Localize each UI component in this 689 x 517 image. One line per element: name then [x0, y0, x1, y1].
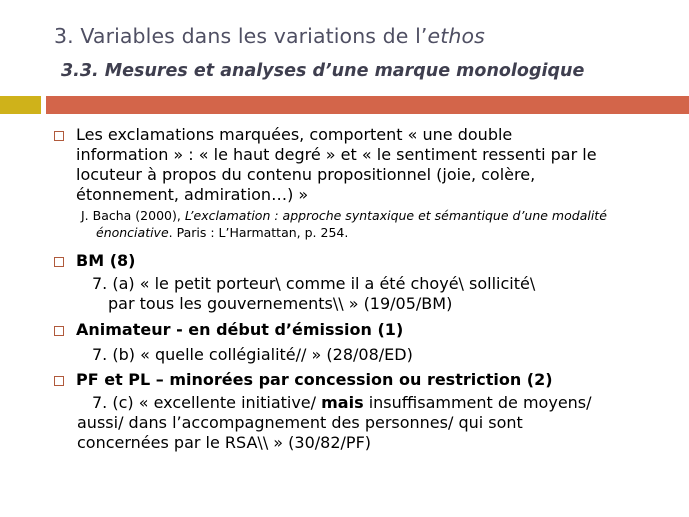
example-line: 7. (a) « le petit porteur\ comme il a été choyé\ sollicité\ — [92, 274, 536, 293]
ref-publisher: . Paris : L’Harmattan, p. 254. — [168, 225, 349, 240]
text-line: information » : « le haut degré » et « le sentiment ressenti par le — [76, 145, 597, 164]
slide-subtitle: 3.3. Mesures et analyses d’une marque monologique — [61, 61, 585, 81]
ref-title-part2: énonciative — [96, 225, 169, 240]
example-text: insuffisamment de moyens/ — [363, 393, 592, 412]
square-bullet-icon — [54, 131, 64, 141]
ref-title-part1: L’exclamation : approche syntaxique et sémantique d’une modalité — [184, 208, 607, 223]
slide-content — [52, 125, 682, 453]
bullet-item-exclamations — [52, 125, 682, 241]
accent-bar-yellow — [0, 96, 41, 114]
square-bullet-icon — [54, 257, 64, 267]
square-bullet-icon — [54, 326, 64, 336]
example-line: 7. (b) « quelle collégialité// » (28/08/ED) — [92, 345, 413, 364]
example-line — [52, 393, 682, 413]
item-heading: BM (8) — [76, 251, 136, 270]
bullet-item-pf-pl — [52, 370, 682, 390]
item-heading: PF et PL – minorées par concession ou restriction (2) — [76, 370, 553, 389]
bullet-item-bm — [52, 251, 682, 271]
example-text: 7. (c) « excellente initiative/ — [92, 393, 322, 412]
item-heading: Animateur - en début d’émission (1) — [76, 320, 404, 339]
text-line: locuteur à propos du contenu propositionnel (joie, colère, — [76, 165, 536, 184]
example-bold-word: mais — [321, 393, 364, 412]
text-line: étonnement, admiration…) » — [76, 185, 309, 204]
text-line: Les exclamations marquées, comportent « une double — [76, 125, 513, 144]
bullet-item-animateur — [52, 320, 682, 340]
slide-title-main: 3. Variables dans les variations de l’ — [54, 24, 428, 48]
ref-author: J. Bacha (2000), — [81, 208, 185, 223]
accent-bar-orange — [46, 96, 689, 114]
square-bullet-icon — [54, 376, 64, 386]
slide-title — [54, 24, 485, 48]
slide-title-italic: ethos — [427, 24, 485, 48]
example-line: aussi/ dans l’accompagnement des personnes/ qui sont — [77, 413, 523, 432]
example-line: par tous les gouvernements\\ » (19/05/BM) — [108, 294, 453, 313]
bibliographic-reference — [76, 207, 682, 241]
example-line: concernées par le RSA\\ » (30/82/PF) — [77, 433, 372, 452]
